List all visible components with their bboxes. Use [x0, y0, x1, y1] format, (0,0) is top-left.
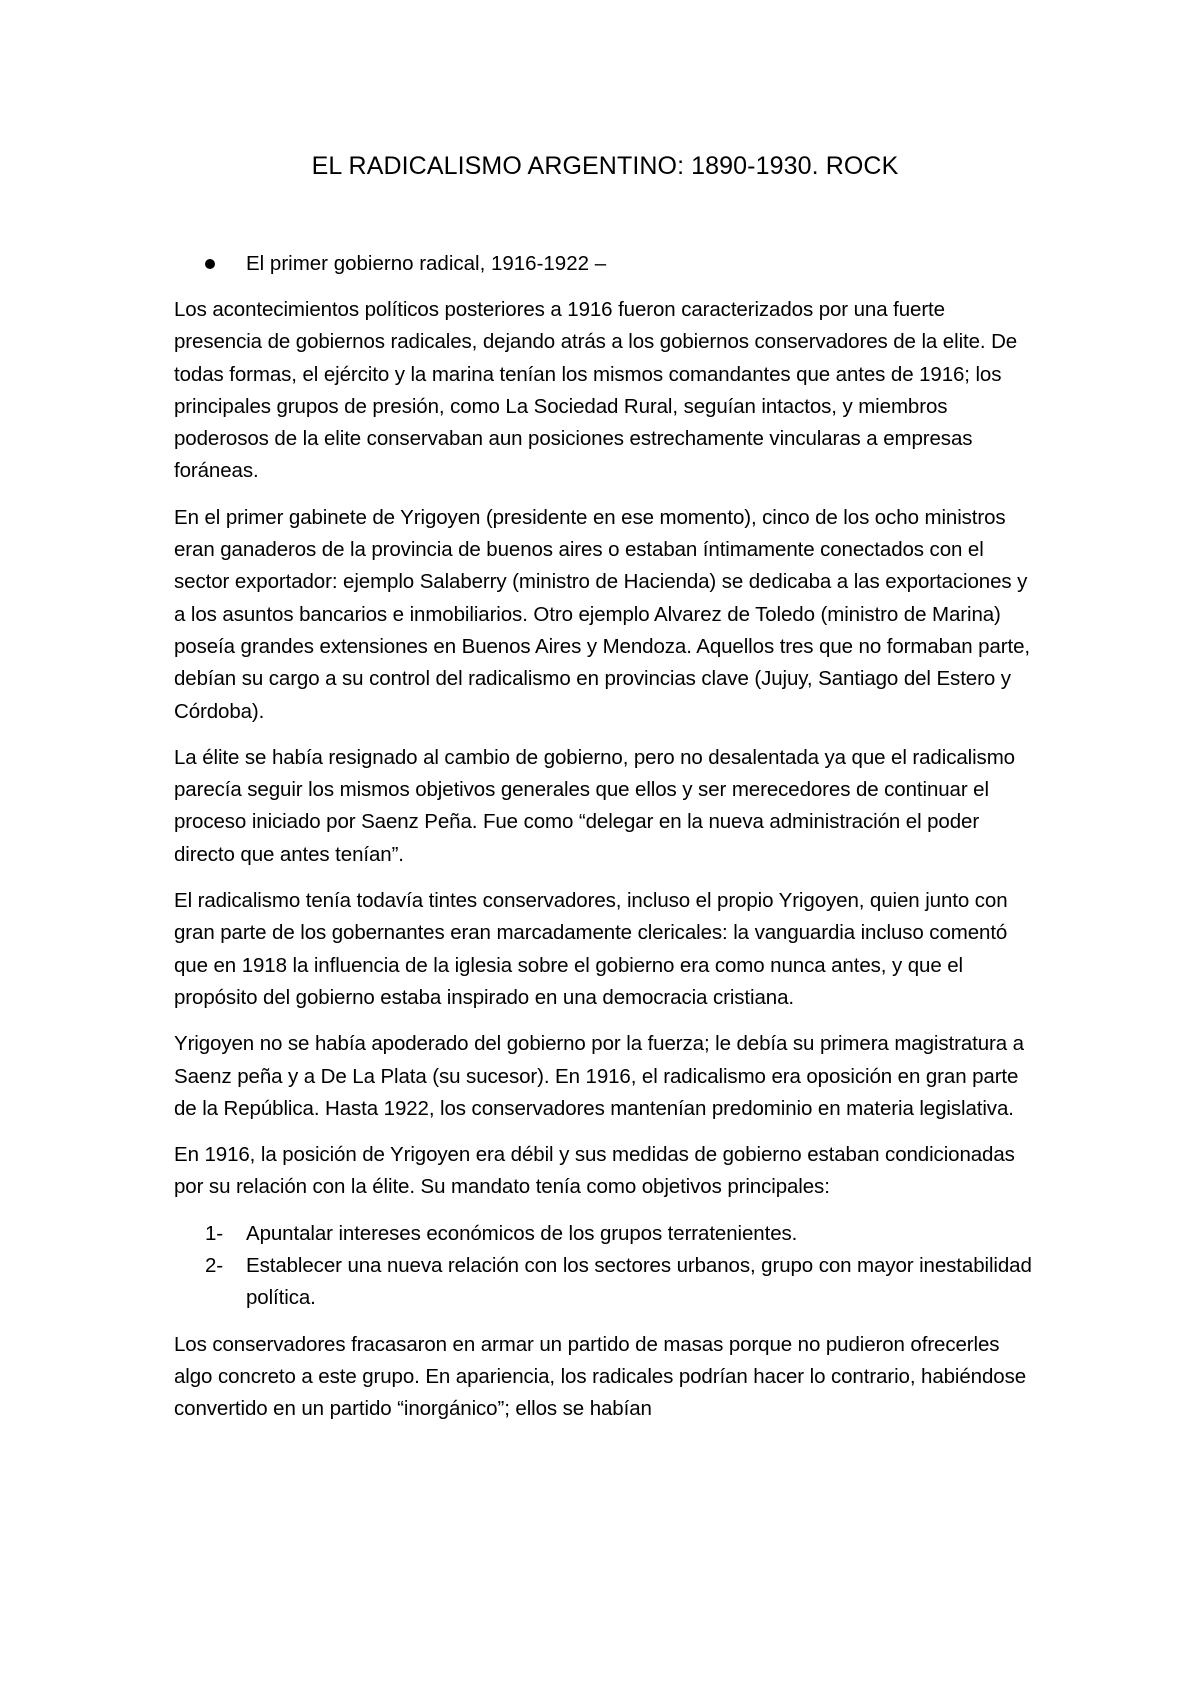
bullet-dot-icon: [205, 259, 215, 269]
paragraph-3: La élite se había resignado al cambio de gobierno, pero no desalentada ya que el radicalismo parecía seguir los mismos objetivos generales que ellos y ser merecedores de continuar el proceso iniciado por Saenz Peña. Fue como “delegar en la nueva administración el poder directo que antes tenían”.: [174, 745, 1015, 866]
list-item: [174, 1218, 1036, 1250]
list-marker: 2-: [205, 1254, 224, 1278]
list-item: [174, 1250, 1036, 1315]
numbered-list: [174, 1218, 1036, 1315]
list-marker: 1-: [205, 1221, 224, 1245]
paragraph-4: El radicalismo tenía todavía tintes conservadores, incluso el propio Yrigoyen, quien junto con gran parte de los gobernantes eran marcadamente clericales: la vanguardia incluso comentó que en 1918 la influencia de la iglesia sobre el gobierno era como nunca antes, y que el propósito del gobierno estaba inspirado en una democracia cristiana.: [174, 889, 1008, 1009]
list-item-text: Establecer una nueva relación con los sectores urbanos, grupo con mayor inestabilidad política.: [246, 1254, 1032, 1310]
paragraph-2: En el primer gabinete de Yrigoyen (presidente en ese momento), cinco de los ocho ministros eran ganaderos de la provincia de buenos aires o estaban íntimamente conectados con el sector exportador: ejemplo Salaberry (ministro de Hacienda) se dedicaba a las exportaciones y a los asuntos bancarios e inmobiliarios. Otro ejemplo Alvarez de Toledo (ministro de Marina) poseía grandes extensiones en Buenos Aires y Mendoza. Aquellos tres que no formaban parte, debían su cargo a su control del radicalismo en provincias clave (Jujuy, Santiago del Estero y Córdoba).: [174, 505, 1030, 723]
closing-paragraph: Los conservadores fracasaron en armar un partido de masas porque no pudieron ofrecerles algo concreto a este grupo. En apariencia, los radicales podrían hacer lo contrario, habiéndose convertido en un partido “inorgánico”; ellos se habían: [174, 1332, 1027, 1421]
paragraph-1: Los acontecimientos políticos posteriores a 1916 fueron caracterizados por una fuerte presencia de gobiernos radicales, dejando atrás a los gobiernos conservadores de la elite. De todas formas, el ejército y la marina tenían los mismos comandantes que antes de 1916; los principales grupos de presión, como La Sociedad Rural, seguían intactos, y miembros poderosos de la elite conservaban aun posiciones estrechamente vincularas a empresas foráneas.: [174, 298, 1018, 483]
document-body: [174, 140, 1036, 1440]
document-title: EL RADICALISMO ARGENTINO: 1890-1930. ROCK: [311, 152, 899, 180]
paragraph-6: En 1916, la posición de Yrigoyen era débil y sus medidas de gobierno estaban condicionadas por su relación con la élite. Su mandato tenía como objetivos principales:: [174, 1143, 1015, 1199]
bullet-heading-text: El primer gobierno radical, 1916-1922 –: [246, 252, 607, 275]
list-item-text: Apuntalar intereses económicos de los grupos terratenientes.: [246, 1221, 798, 1245]
paragraph-5: Yrigoyen no se había apoderado del gobierno por la fuerza; le debía su primera magistratura a Saenz peña y a De La Plata (su sucesor). En 1916, el radicalismo era oposición en gran parte de la República. Hasta 1922, los conservadores mantenían predominio en materia legislativa.: [174, 1032, 1024, 1120]
bullet-heading: [174, 248, 1036, 280]
